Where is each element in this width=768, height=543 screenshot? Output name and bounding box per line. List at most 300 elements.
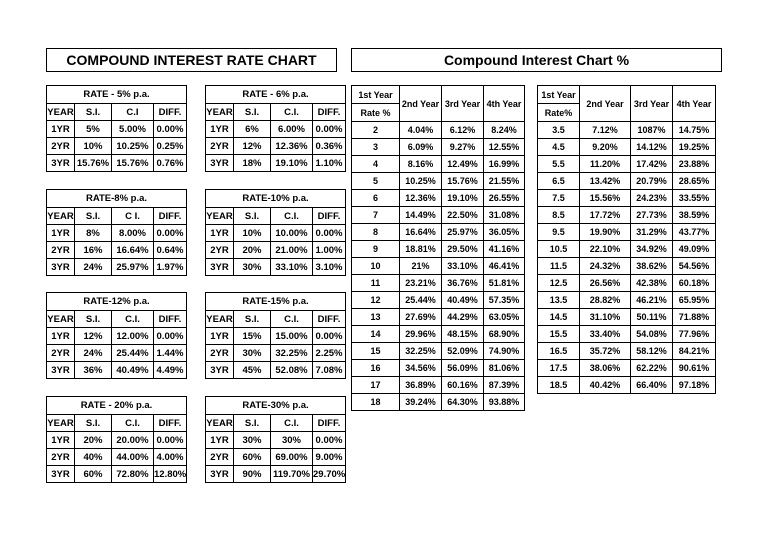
value-cell: 34.56% <box>400 360 442 377</box>
table-cell: 15.76% <box>75 155 112 172</box>
table-cell: 24% <box>75 345 112 362</box>
table-row <box>352 224 525 241</box>
table-cell: 52.08% <box>271 362 313 379</box>
value-cell: 7.12% <box>580 122 631 139</box>
value-cell: 36.05% <box>484 224 525 241</box>
table-cell: 0.00% <box>313 225 346 242</box>
table-cell: 25.44% <box>112 345 154 362</box>
table-cell: 3YR <box>206 362 234 379</box>
column-header: S.I. <box>234 208 271 225</box>
table-cell: 2YR <box>47 242 75 259</box>
table-cell: 3YR <box>206 259 234 276</box>
value-cell: 48.15% <box>442 326 484 343</box>
column-header: DIFF. <box>154 311 187 328</box>
table-row <box>352 207 525 224</box>
table-row <box>352 394 525 411</box>
table-row <box>47 242 187 259</box>
rate-table-title: RATE - 5% p.a. <box>47 86 187 104</box>
table-cell: 12% <box>75 328 112 345</box>
table-row <box>352 190 525 207</box>
table-cell: 1YR <box>47 121 75 138</box>
table-cell: 3YR <box>47 259 75 276</box>
table-cell: 40.49% <box>112 362 154 379</box>
rate-cell: 16.5 <box>538 343 580 360</box>
rate-table <box>205 292 346 379</box>
value-cell: 12.55% <box>484 139 525 156</box>
table-row <box>206 259 346 276</box>
table-row <box>47 449 187 466</box>
table-cell: 90% <box>234 466 271 483</box>
value-cell: 46.21% <box>631 292 673 309</box>
table-row <box>206 121 346 138</box>
rate-cell: 6.5 <box>538 173 580 190</box>
column-header: C.I. <box>271 311 313 328</box>
table-row <box>206 242 346 259</box>
value-cell: 40.49% <box>442 292 484 309</box>
table-row <box>47 155 187 172</box>
rate-table <box>205 85 346 172</box>
column-header: S.I. <box>75 208 112 225</box>
rate-cell: 4 <box>352 156 400 173</box>
rate-cell: 4.5 <box>538 139 580 156</box>
table-row <box>47 466 187 483</box>
value-cell: 63.05% <box>484 309 525 326</box>
table-row <box>352 122 525 139</box>
value-cell: 13.42% <box>580 173 631 190</box>
rate-cell: 8 <box>352 224 400 241</box>
table-cell: 21.00% <box>271 242 313 259</box>
value-cell: 57.35% <box>484 292 525 309</box>
table-row <box>206 155 346 172</box>
rate-cell: 5 <box>352 173 400 190</box>
table-row <box>352 241 525 258</box>
rate-cell: 16 <box>352 360 400 377</box>
table-cell: 1.10% <box>313 155 346 172</box>
value-cell: 31.10% <box>580 309 631 326</box>
value-cell: 90.61% <box>673 360 716 377</box>
column-header: YEAR <box>206 311 234 328</box>
table-cell: 3.10% <box>313 259 346 276</box>
table-cell: 2YR <box>47 449 75 466</box>
value-cell: 38.62% <box>631 258 673 275</box>
value-cell: 50.11% <box>631 309 673 326</box>
table-row <box>538 377 716 394</box>
column-header: S.I. <box>75 311 112 328</box>
column-header: YEAR <box>47 415 75 432</box>
rate-cell: 11.5 <box>538 258 580 275</box>
left-title: COMPOUND INTEREST RATE CHART <box>46 48 337 72</box>
table-cell: 1YR <box>206 225 234 242</box>
rate-cell: 12 <box>352 292 400 309</box>
value-cell: 29.50% <box>442 241 484 258</box>
table-cell: 16% <box>75 242 112 259</box>
value-cell: 4.04% <box>400 122 442 139</box>
table-row <box>352 275 525 292</box>
value-cell: 56.09% <box>442 360 484 377</box>
table-cell: 12% <box>234 138 271 155</box>
table-row <box>538 139 716 156</box>
table-cell: 32.25% <box>271 345 313 362</box>
table-row <box>538 190 716 207</box>
table-cell: 0.00% <box>313 328 346 345</box>
value-cell: 21.55% <box>484 173 525 190</box>
table-row <box>47 362 187 379</box>
value-cell: 62.22% <box>631 360 673 377</box>
table-cell: 2YR <box>47 345 75 362</box>
value-cell: 24.32% <box>580 258 631 275</box>
column-header: C.I. <box>271 104 313 121</box>
table-cell: 0.00% <box>154 328 187 345</box>
rate-cell: 2 <box>352 122 400 139</box>
table-row <box>538 156 716 173</box>
table-cell: 3YR <box>47 155 75 172</box>
value-cell: 28.65% <box>673 173 716 190</box>
table-cell: 0.64% <box>154 242 187 259</box>
table-cell: 30% <box>234 259 271 276</box>
table-row <box>352 326 525 343</box>
year-column-header: 2nd Year <box>400 86 442 122</box>
table-cell: 119.70% <box>271 466 313 483</box>
year-column-header: 2nd Year <box>580 86 631 122</box>
value-cell: 44.29% <box>442 309 484 326</box>
table-cell: 12.36% <box>271 138 313 155</box>
rate-table <box>205 189 346 276</box>
table-cell: 15.00% <box>271 328 313 345</box>
value-cell: 87.39% <box>484 377 525 394</box>
value-cell: 43.77% <box>673 224 716 241</box>
table-cell: 6% <box>234 121 271 138</box>
rate-table-title: RATE-8% p.a. <box>47 190 187 208</box>
first-year-header: 1st Year <box>352 86 400 104</box>
rate-cell: 18 <box>352 394 400 411</box>
rate-cell: 12.5 <box>538 275 580 292</box>
column-header: DIFF. <box>154 208 187 225</box>
table-cell: 2YR <box>206 242 234 259</box>
table-cell: 8% <box>75 225 112 242</box>
table-row <box>206 432 346 449</box>
rate-subheader: Rate% <box>538 104 580 122</box>
rate-cell: 13.5 <box>538 292 580 309</box>
table-row <box>538 292 716 309</box>
table-row <box>538 360 716 377</box>
value-cell: 65.95% <box>673 292 716 309</box>
right-title: Compound Interest Chart % <box>351 48 722 72</box>
value-cell: 46.41% <box>484 258 525 275</box>
table-cell: 1YR <box>206 432 234 449</box>
first-year-header: 1st Year <box>538 86 580 104</box>
table-row <box>47 345 187 362</box>
value-cell: 35.72% <box>580 343 631 360</box>
value-cell: 38.06% <box>580 360 631 377</box>
rate-cell: 15.5 <box>538 326 580 343</box>
value-cell: 41.16% <box>484 241 525 258</box>
value-cell: 28.82% <box>580 292 631 309</box>
value-cell: 26.56% <box>580 275 631 292</box>
rate-cell: 9 <box>352 241 400 258</box>
table-row <box>206 328 346 345</box>
table-cell: 2YR <box>206 449 234 466</box>
value-cell: 8.24% <box>484 122 525 139</box>
value-cell: 84.21% <box>673 343 716 360</box>
table-cell: 5% <box>75 121 112 138</box>
rate-cell: 5.5 <box>538 156 580 173</box>
table-cell: 12.80% <box>154 466 187 483</box>
value-cell: 19.90% <box>580 224 631 241</box>
table-cell: 0.00% <box>154 432 187 449</box>
table-row <box>538 224 716 241</box>
table-row <box>352 377 525 394</box>
column-header: YEAR <box>47 104 75 121</box>
table-row <box>352 156 525 173</box>
value-cell: 60.16% <box>442 377 484 394</box>
column-header: C.I <box>112 104 154 121</box>
table-cell: 20.00% <box>112 432 154 449</box>
value-cell: 17.42% <box>631 156 673 173</box>
value-cell: 27.69% <box>400 309 442 326</box>
table-row <box>352 309 525 326</box>
table-cell: 8.00% <box>112 225 154 242</box>
table-cell: 1YR <box>47 432 75 449</box>
value-cell: 68.90% <box>484 326 525 343</box>
value-cell: 12.36% <box>400 190 442 207</box>
table-cell: 16.64% <box>112 242 154 259</box>
table-row <box>47 259 187 276</box>
table-row <box>352 343 525 360</box>
column-header: S.I. <box>234 415 271 432</box>
table-cell: 2.25% <box>313 345 346 362</box>
rate-table <box>205 396 346 483</box>
value-cell: 10.25% <box>400 173 442 190</box>
rate-cell: 14 <box>352 326 400 343</box>
rate-table-title: RATE-12% p.a. <box>47 293 187 311</box>
table-cell: 0.25% <box>154 138 187 155</box>
table-cell: 44.00% <box>112 449 154 466</box>
column-header: C I. <box>112 208 154 225</box>
value-cell: 38.59% <box>673 207 716 224</box>
rate-cell: 9.5 <box>538 224 580 241</box>
table-cell: 5.00% <box>112 121 154 138</box>
value-cell: 19.25% <box>673 139 716 156</box>
table-cell: 30% <box>234 345 271 362</box>
value-cell: 21% <box>400 258 442 275</box>
table-cell: 20% <box>234 242 271 259</box>
value-cell: 54.56% <box>673 258 716 275</box>
value-cell: 40.42% <box>580 377 631 394</box>
column-header: S.I. <box>75 415 112 432</box>
table-row <box>47 121 187 138</box>
table-cell: 29.70% <box>313 466 346 483</box>
column-header: DIFF. <box>154 415 187 432</box>
value-cell: 20.79% <box>631 173 673 190</box>
value-cell: 14.49% <box>400 207 442 224</box>
value-cell: 93.88% <box>484 394 525 411</box>
table-cell: 15% <box>234 328 271 345</box>
value-cell: 31.08% <box>484 207 525 224</box>
value-cell: 97.18% <box>673 377 716 394</box>
rate-table-title: RATE - 6% p.a. <box>206 86 346 104</box>
rate-cell: 7 <box>352 207 400 224</box>
table-cell: 10% <box>75 138 112 155</box>
table-cell: 60% <box>234 449 271 466</box>
table-cell: 3YR <box>47 362 75 379</box>
value-cell: 52.09% <box>442 343 484 360</box>
value-cell: 27.73% <box>631 207 673 224</box>
column-header: S.I. <box>75 104 112 121</box>
column-header: C.I. <box>271 415 313 432</box>
value-cell: 25.97% <box>442 224 484 241</box>
value-cell: 9.27% <box>442 139 484 156</box>
value-cell: 54.08% <box>631 326 673 343</box>
table-cell: 40% <box>75 449 112 466</box>
value-cell: 49.09% <box>673 241 716 258</box>
column-header: C.I. <box>112 415 154 432</box>
column-header: DIFF. <box>313 311 346 328</box>
table-cell: 15.76% <box>112 155 154 172</box>
value-cell: 23.88% <box>673 156 716 173</box>
table-cell: 0.00% <box>154 225 187 242</box>
table-cell: 10.25% <box>112 138 154 155</box>
value-cell: 19.10% <box>442 190 484 207</box>
table-cell: 33.10% <box>271 259 313 276</box>
table-cell: 30% <box>234 432 271 449</box>
column-header: DIFF. <box>313 208 346 225</box>
table-cell: 9.00% <box>313 449 346 466</box>
value-cell: 23.21% <box>400 275 442 292</box>
compound-chart-table <box>537 85 716 394</box>
column-header: YEAR <box>206 415 234 432</box>
year-column-header: 3rd Year <box>631 86 673 122</box>
table-cell: 69.00% <box>271 449 313 466</box>
value-cell: 1087% <box>631 122 673 139</box>
table-cell: 4.00% <box>154 449 187 466</box>
table-cell: 45% <box>234 362 271 379</box>
rate-cell: 13 <box>352 309 400 326</box>
table-cell: 24% <box>75 259 112 276</box>
value-cell: 42.38% <box>631 275 673 292</box>
table-row <box>206 225 346 242</box>
value-cell: 77.96% <box>673 326 716 343</box>
table-cell: 1.00% <box>313 242 346 259</box>
value-cell: 29.96% <box>400 326 442 343</box>
table-cell: 3YR <box>206 155 234 172</box>
value-cell: 14.75% <box>673 122 716 139</box>
table-cell: 10% <box>234 225 271 242</box>
table-cell: 2YR <box>206 138 234 155</box>
table-cell: 1YR <box>206 121 234 138</box>
value-cell: 22.50% <box>442 207 484 224</box>
table-row <box>352 258 525 275</box>
value-cell: 34.92% <box>631 241 673 258</box>
table-cell: 10.00% <box>271 225 313 242</box>
table-cell: 2YR <box>47 138 75 155</box>
value-cell: 24.23% <box>631 190 673 207</box>
table-cell: 0.00% <box>154 121 187 138</box>
table-row <box>206 449 346 466</box>
value-cell: 36.89% <box>400 377 442 394</box>
value-cell: 22.10% <box>580 241 631 258</box>
table-cell: 12.00% <box>112 328 154 345</box>
compound-chart-table <box>351 85 525 411</box>
value-cell: 33.40% <box>580 326 631 343</box>
value-cell: 26.55% <box>484 190 525 207</box>
column-header: DIFF. <box>313 415 346 432</box>
value-cell: 9.20% <box>580 139 631 156</box>
value-cell: 74.90% <box>484 343 525 360</box>
table-cell: 18% <box>234 155 271 172</box>
table-cell: 30% <box>271 432 313 449</box>
table-cell: 1.44% <box>154 345 187 362</box>
table-row <box>538 173 716 190</box>
table-row <box>538 275 716 292</box>
rate-subheader: Rate % <box>352 104 400 122</box>
rate-table-title: RATE-10% p.a. <box>206 190 346 208</box>
value-cell: 31.29% <box>631 224 673 241</box>
rate-table <box>46 292 187 379</box>
rate-cell: 3.5 <box>538 122 580 139</box>
value-cell: 71.88% <box>673 309 716 326</box>
table-cell: 1YR <box>47 225 75 242</box>
value-cell: 15.76% <box>442 173 484 190</box>
value-cell: 32.25% <box>400 343 442 360</box>
table-row <box>538 122 716 139</box>
year-column-header: 4th Year <box>484 86 525 122</box>
value-cell: 33.10% <box>442 258 484 275</box>
table-row <box>206 466 346 483</box>
rate-table-title: RATE-30% p.a. <box>206 397 346 415</box>
table-cell: 72.80% <box>112 466 154 483</box>
value-cell: 60.18% <box>673 275 716 292</box>
value-cell: 66.40% <box>631 377 673 394</box>
column-header: S.I. <box>234 104 271 121</box>
table-cell: 0.76% <box>154 155 187 172</box>
rate-cell: 17.5 <box>538 360 580 377</box>
value-cell: 81.06% <box>484 360 525 377</box>
value-cell: 14.12% <box>631 139 673 156</box>
rate-table-title: RATE - 20% p.a. <box>47 397 187 415</box>
table-cell: 4.49% <box>154 362 187 379</box>
rate-cell: 10 <box>352 258 400 275</box>
table-cell: 7.08% <box>313 362 346 379</box>
rate-cell: 18.5 <box>538 377 580 394</box>
table-row <box>47 225 187 242</box>
value-cell: 8.16% <box>400 156 442 173</box>
column-header: C.I. <box>112 311 154 328</box>
year-column-header: 4th Year <box>673 86 716 122</box>
table-row <box>352 173 525 190</box>
value-cell: 58.12% <box>631 343 673 360</box>
rate-cell: 3 <box>352 139 400 156</box>
table-cell: 0.00% <box>313 121 346 138</box>
value-cell: 51.81% <box>484 275 525 292</box>
table-row <box>206 138 346 155</box>
value-cell: 11.20% <box>580 156 631 173</box>
value-cell: 16.64% <box>400 224 442 241</box>
rate-table <box>46 85 187 172</box>
value-cell: 16.99% <box>484 156 525 173</box>
rate-cell: 6 <box>352 190 400 207</box>
value-cell: 6.09% <box>400 139 442 156</box>
value-cell: 18.81% <box>400 241 442 258</box>
table-row <box>206 362 346 379</box>
table-cell: 3YR <box>47 466 75 483</box>
value-cell: 33.55% <box>673 190 716 207</box>
value-cell: 39.24% <box>400 394 442 411</box>
rate-table-title: RATE-15% p.a. <box>206 293 346 311</box>
table-cell: 19.10% <box>271 155 313 172</box>
table-cell: 3YR <box>206 466 234 483</box>
value-cell: 17.72% <box>580 207 631 224</box>
column-header: C.I. <box>271 208 313 225</box>
